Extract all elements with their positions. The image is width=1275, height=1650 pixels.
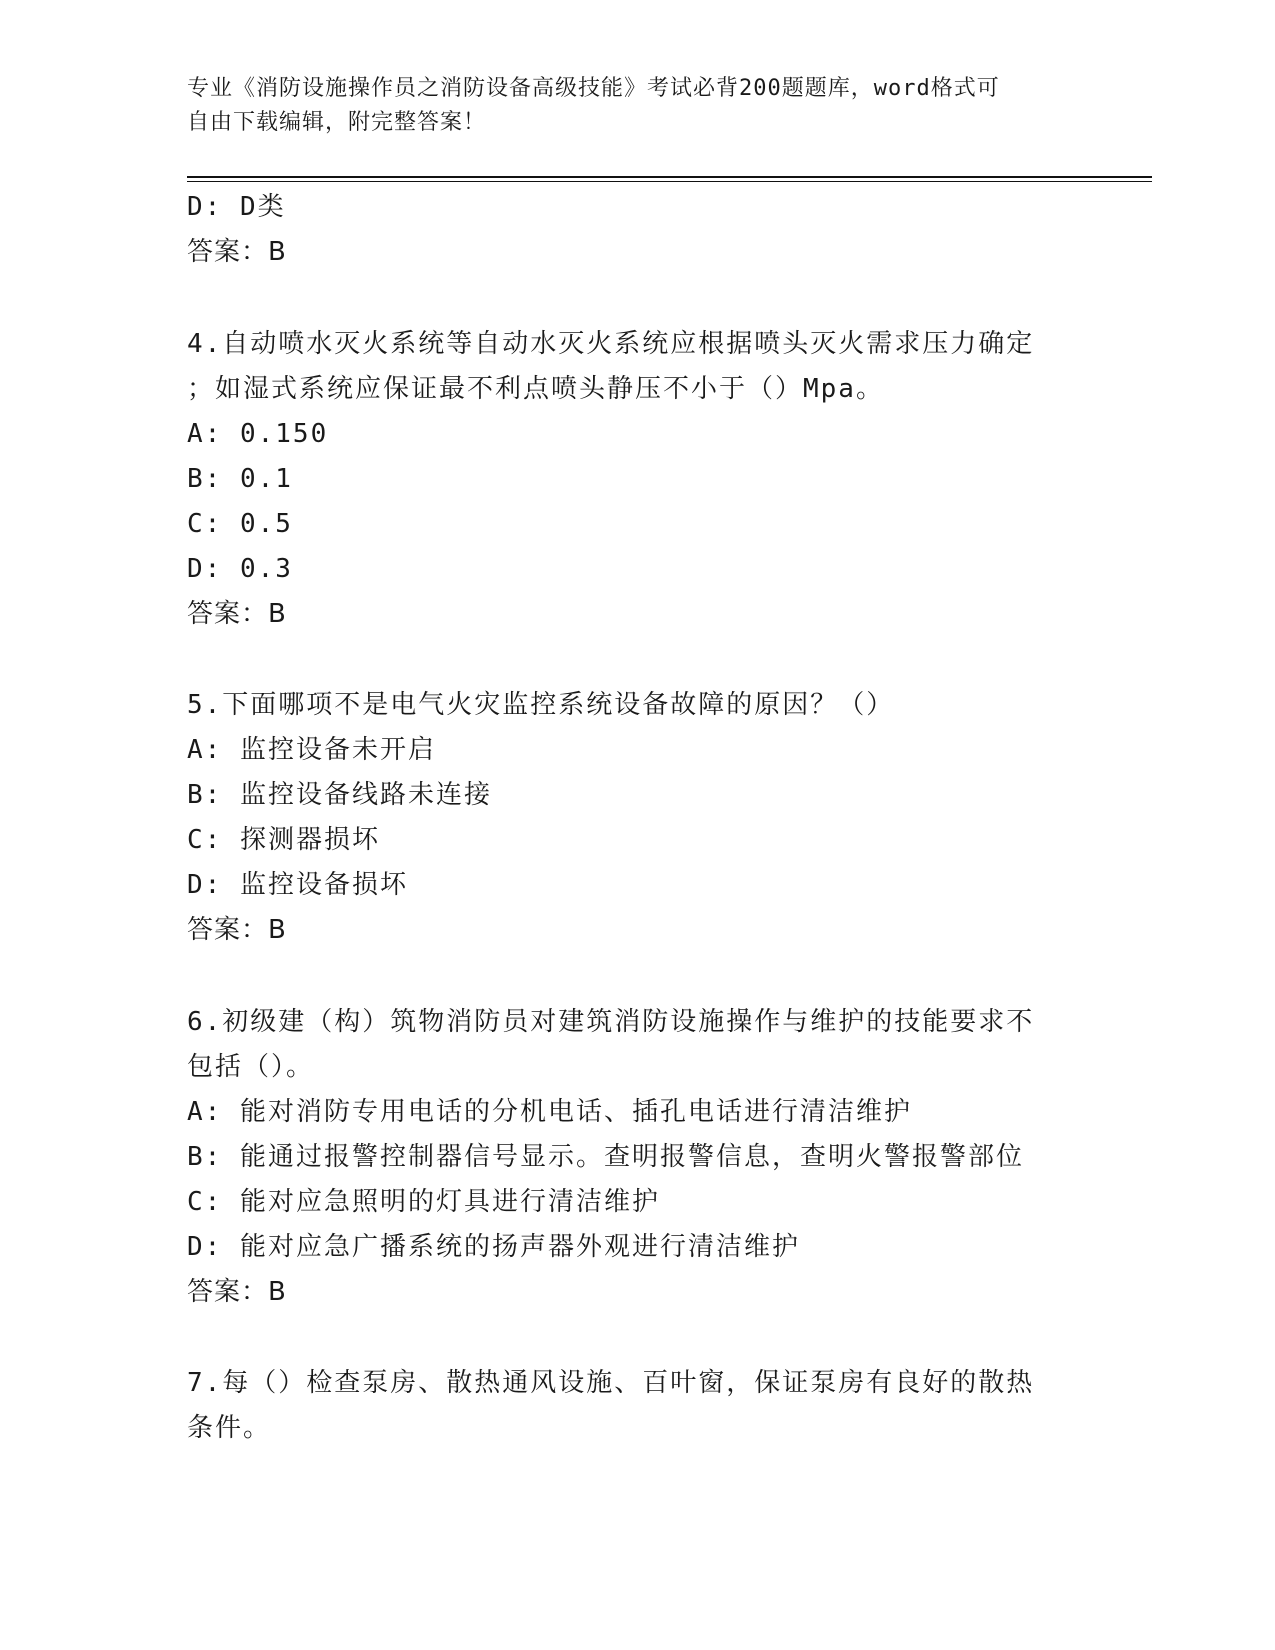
q3-option-d: D: D类 <box>187 192 286 222</box>
q6-option-b: B: 能通过报警控制器信号显示。查明报警信息，查明火警报警部位 <box>187 1142 1024 1172</box>
q4-answer: 答案：B <box>187 599 287 629</box>
q4-stem-line-1: 4.自动喷水灭火系统等自动水灭火系统应根据喷头灭火需求压力确定 <box>187 329 1035 359</box>
q3-answer: 答案：B <box>187 237 287 267</box>
q4-option-d: D: 0.3 <box>187 554 293 584</box>
q5-answer: 答案：B <box>187 915 287 945</box>
q6-stem-line-2: 包括（）。 <box>187 1052 315 1082</box>
q5-option-d: D: 监控设备损坏 <box>187 870 408 900</box>
document-header <box>187 72 1067 140</box>
header-divider-thin <box>187 181 1152 182</box>
q6-stem-line-1: 6.初级建（构）筑物消防员对建筑消防设施操作与维护的技能要求不 <box>187 1007 1035 1037</box>
q7-stem-line-2: 条件。 <box>187 1413 272 1443</box>
header-title-line-1: 专业《消防设施操作员之消防设备高级技能》考试必背200题题库，word格式可 <box>187 76 1000 101</box>
q6-option-d: D: 能对应急广播系统的扬声器外观进行清洁维护 <box>187 1232 800 1262</box>
q4-option-a: A: 0.150 <box>187 419 329 449</box>
q6-option-a: A: 能对消防专用电话的分机电话、插孔电话进行清洁维护 <box>187 1097 912 1127</box>
q5-option-b: B: 监控设备线路未连接 <box>187 780 492 810</box>
q7-stem-line-1: 7.每（）检查泵房、散热通风设施、百叶窗，保证泵房有良好的散热 <box>187 1368 1035 1398</box>
q6-option-c: C: 能对应急照明的灯具进行清洁维护 <box>187 1187 660 1217</box>
q4-option-c: C: 0.5 <box>187 509 293 539</box>
q6-answer: 答案：B <box>187 1277 287 1307</box>
q5-option-c: C: 探测器损坏 <box>187 825 380 855</box>
q4-stem-line-2: ；如湿式系统应保证最不利点喷头静压不小于（）Mpa。 <box>187 374 884 404</box>
header-divider-thick <box>187 176 1152 178</box>
q5-stem-line-1: 5.下面哪项不是电气火灾监控系统设备故障的原因？（） <box>187 690 895 720</box>
q4-option-b: B: 0.1 <box>187 464 293 494</box>
q5-option-a: A: 监控设备未开启 <box>187 735 436 765</box>
header-title-line-2: 自由下载编辑，附完整答案！ <box>187 110 487 135</box>
